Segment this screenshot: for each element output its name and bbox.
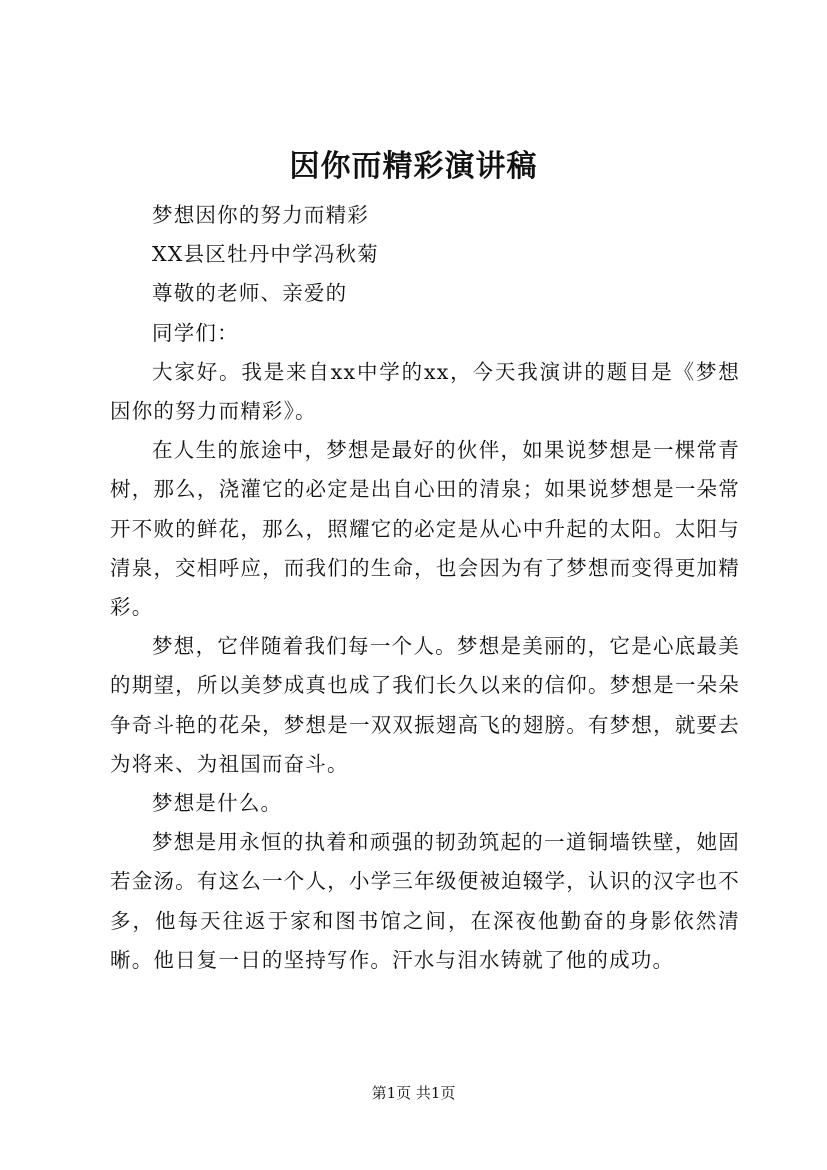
paragraph: 大家好。我是来自xx中学的xx，今天我演讲的题目是《梦想因你的努力而精彩》。: [110, 359, 740, 424]
paragraph: XX县区牡丹中学冯秋菊: [152, 242, 379, 267]
paragraph: 梦想是什么。: [152, 791, 283, 816]
document-title: 因你而精彩演讲稿: [289, 149, 538, 184]
paragraph: 同学们：: [152, 320, 239, 345]
paragraph: 梦想因你的努力而精彩: [152, 203, 370, 227]
paragraph: 尊敬的老师、亲爱的: [152, 281, 348, 306]
paragraph: 梦想，它伴随着我们每一个人。梦想是美丽的，它是心底最美的期望，所以美梦成真也成了我们长久以来的信仰。梦想是一朵朵争奇斗艳的花朵，梦想是一双双振翅高飞的翅膀。有梦想，就要去为将来、为祖国而奋斗。: [110, 634, 740, 776]
page-footer: 第1页 共1页: [371, 1084, 456, 1102]
paragraph: 梦想是用永恒的执着和顽强的韧劲筑起的一道铜墙铁壁，她固若金汤。有这么一个人，小学三年级便被迫辍学，认识的汉字也不多，他每天往返于家和图书馆之间，在深夜他勤奋的身影依然清晰。他日复一日的坚持写作。汗水与泪水铸就了他的成功。: [110, 830, 740, 972]
document-body: [110, 196, 740, 980]
paragraph: 在人生的旅途中，梦想是最好的伙伴，如果说梦想是一棵常青树，那么，浇灌它的必定是出自心田的清泉；如果说梦想是一朵常开不败的鲜花，那么，照耀它的必定是从心中升起的太阳。太阳与清泉，交相呼应，而我们的生命，也会因为有了梦想而变得更加精彩。: [110, 438, 740, 620]
